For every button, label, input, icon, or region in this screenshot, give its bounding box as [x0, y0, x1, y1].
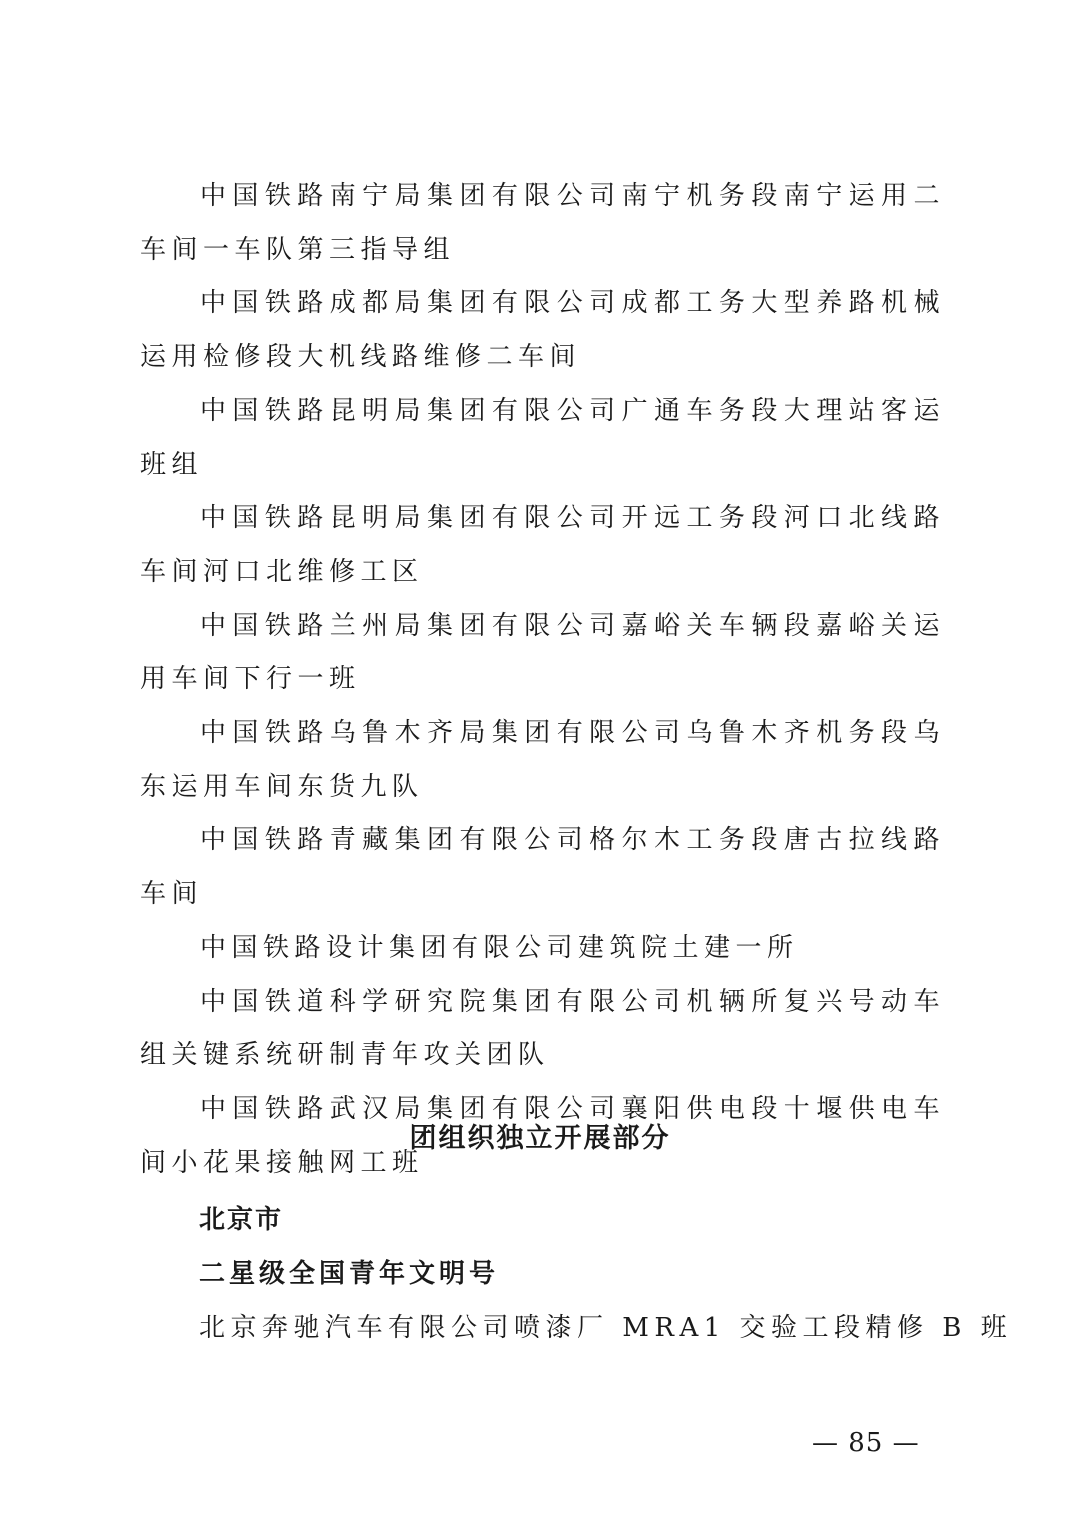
page-number: — 85 —	[812, 1428, 920, 1458]
list-item: 中国铁路昆明局集团有限公司广通车务段大理站客运班组	[140, 395, 945, 480]
award-entry: 北京奔驰汽车有限公司喷漆厂 MRA1 交验工段精修 B 班	[199, 1313, 1013, 1343]
list-item: 中国铁路南宁局集团有限公司南宁机务段南宁运用二车间一车队第三指导组	[140, 181, 945, 265]
list-item: 中国铁路武汉局集团有限公司襄阳供电段十堰供电车间小花果接触网工班	[140, 1093, 945, 1178]
list-item: 中国铁路成都局集团有限公司成都工务大型养路机械运用检修段大机线路维修二车间	[140, 288, 945, 373]
list-item: 中国铁路兰州局集团有限公司嘉峪关车辆段嘉峪关运用车间下行一班	[140, 610, 945, 695]
list-item: 中国铁道科学研究院集团有限公司机辆所复兴号动车组关键系统研制青年攻关团队	[140, 986, 945, 1071]
list-item: 中国铁路青藏集团有限公司格尔木工务段唐古拉线路车间	[140, 825, 945, 910]
entry-list	[140, 170, 945, 1190]
category-heading: 二星级全国青年文明号	[199, 1259, 500, 1289]
section-title: 团组织独立开展部分	[409, 1123, 671, 1154]
list-item: 中国铁路设计集团有限公司建筑院土建一所	[200, 932, 799, 963]
list-item: 中国铁路昆明局集团有限公司开远工务段河口北线路车间河口北维修工区	[140, 503, 945, 587]
list-item: 中国铁路乌鲁木齐局集团有限公司乌鲁木齐机务段乌东运用车间东货九队	[140, 718, 945, 802]
region-heading: 北京市	[199, 1205, 284, 1235]
